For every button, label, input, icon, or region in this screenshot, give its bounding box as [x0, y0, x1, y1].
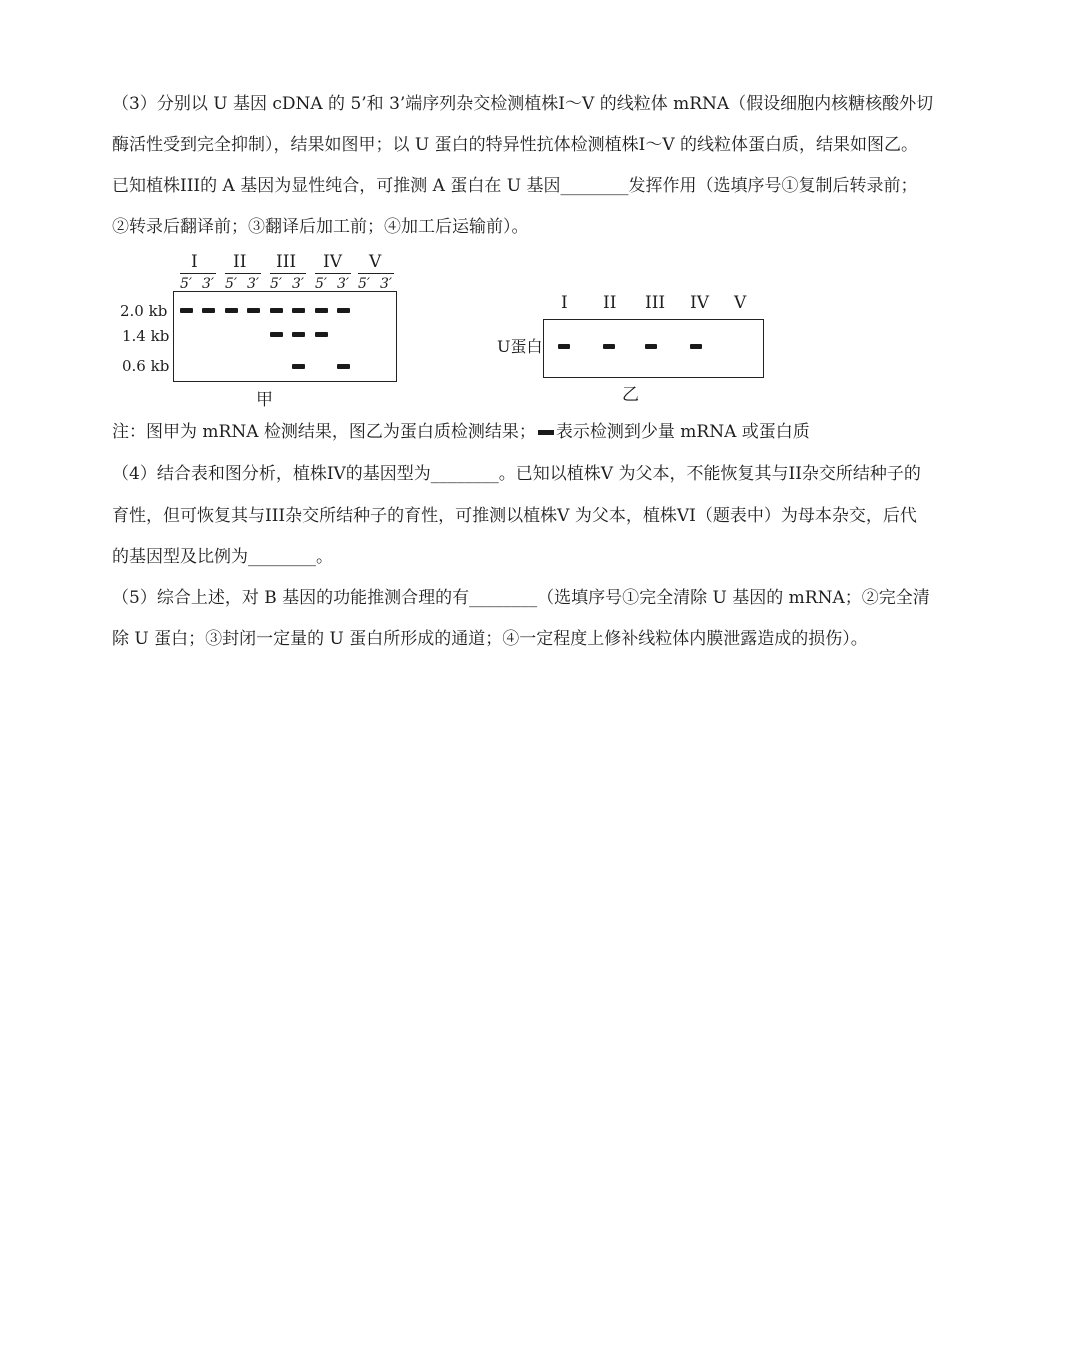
jia-band: [292, 332, 305, 337]
jia-band: [270, 332, 283, 337]
question-4-line-2: 育性，但可恢复其与III杂交所结种子的育性，可推测以植株V 为父本，植株VI（题表中）为母本杂交，后代: [112, 506, 917, 526]
jia-gel-box: [173, 291, 397, 382]
jia-band: [337, 364, 350, 369]
legend-band-icon: [538, 430, 554, 435]
question-5-line-2: 除 U 蛋白；③封闭一定量的 U 蛋白所形成的通道；④一定程度上修补线粒体内膜泄露造成的损伤）。: [112, 629, 868, 649]
jia-end-1-5: 5′: [180, 276, 193, 292]
figure-note: [112, 420, 810, 444]
yi-lane-label-1: I: [561, 293, 568, 313]
jia-end-2-3: 3′: [247, 276, 260, 292]
jia-lane-label-1: I: [191, 252, 198, 272]
jia-end-3-3: 3′: [292, 276, 305, 292]
jia-lane-label-2: II: [233, 252, 247, 272]
question-4-line-3: 的基因型及比例为________。: [112, 547, 333, 567]
yi-lane-label-3: III: [645, 293, 666, 313]
jia-end-5-5: 5′: [358, 276, 371, 292]
jia-lane-label-4: IV: [323, 252, 342, 272]
jia-band: [270, 308, 283, 313]
jia-band: [247, 308, 260, 313]
jia-band: [315, 332, 328, 337]
jia-lane-bar-2: [225, 273, 261, 274]
note-prefix: 注：图甲为 mRNA 检测结果，图乙为蛋白质检测结果；: [112, 422, 536, 442]
jia-band: [337, 308, 350, 313]
paragraph-3-line-4: ②转录后翻译前；③翻译后加工前；④加工后运输前）。: [112, 217, 529, 237]
yi-caption: 乙: [622, 385, 639, 405]
jia-caption: 甲: [256, 390, 273, 410]
jia-size-label-0.6kb: 0.6 kb: [122, 357, 170, 375]
question-4-line-1: （4）结合表和图分析，植株IV的基因型为________。已知以植株V 为父本，不能恢复其与II杂交所结种子的: [112, 464, 921, 484]
yi-row-label: U蛋白: [497, 337, 543, 356]
jia-band: [292, 364, 305, 369]
yi-band: [603, 344, 615, 349]
jia-band: [292, 308, 305, 313]
jia-lane-bar-1: [180, 273, 216, 274]
jia-band: [225, 308, 238, 313]
jia-band: [180, 308, 193, 313]
yi-band: [645, 344, 657, 349]
jia-band: [202, 308, 215, 313]
paragraph-3-line-3: 已知植株III的 A 基因为显性纯合，可推测 A 蛋白在 U 基因________发挥作用（选填序号①复制后转录前；: [112, 176, 918, 196]
jia-lane-bar-4: [315, 273, 351, 274]
jia-lane-label-3: III: [276, 252, 297, 272]
yi-lane-label-2: II: [603, 293, 617, 313]
yi-band: [690, 344, 702, 349]
paragraph-3-line-2: 酶活性受到完全抑制），结果如图甲；以 U 蛋白的特异性抗体检测植株I～V 的线粒体蛋白质，结果如图乙。: [112, 135, 919, 155]
jia-band: [315, 308, 328, 313]
jia-size-label-2kb: 2.0 kb: [120, 302, 168, 320]
question-5-line-1: （5）综合上述，对 B 基因的功能推测合理的有________（选填序号①完全清除 U 基因的 mRNA；②完全清: [112, 588, 930, 608]
jia-lane-label-5: V: [369, 252, 382, 272]
jia-end-2-5: 5′: [225, 276, 238, 292]
yi-band: [558, 344, 570, 349]
note-suffix: 表示检测到少量 mRNA 或蛋白质: [555, 422, 810, 442]
jia-lane-bar-3: [270, 273, 306, 274]
jia-size-label-1.4kb: 1.4 kb: [122, 327, 170, 345]
jia-end-1-3: 3′: [202, 276, 215, 292]
yi-lane-label-5: V: [734, 293, 747, 313]
jia-end-4-3: 3′: [337, 276, 350, 292]
jia-lane-bar-5: [358, 273, 394, 274]
jia-end-3-5: 5′: [270, 276, 283, 292]
jia-end-5-3: 3′: [380, 276, 393, 292]
paragraph-3-line-1: （3）分别以 U 基因 cDNA 的 5’和 3’端序列杂交检测植株I～V 的线粒体 mRNA（假设细胞内核糖核酸外切: [112, 94, 934, 114]
jia-end-4-5: 5′: [315, 276, 328, 292]
yi-lane-label-4: IV: [690, 293, 709, 313]
